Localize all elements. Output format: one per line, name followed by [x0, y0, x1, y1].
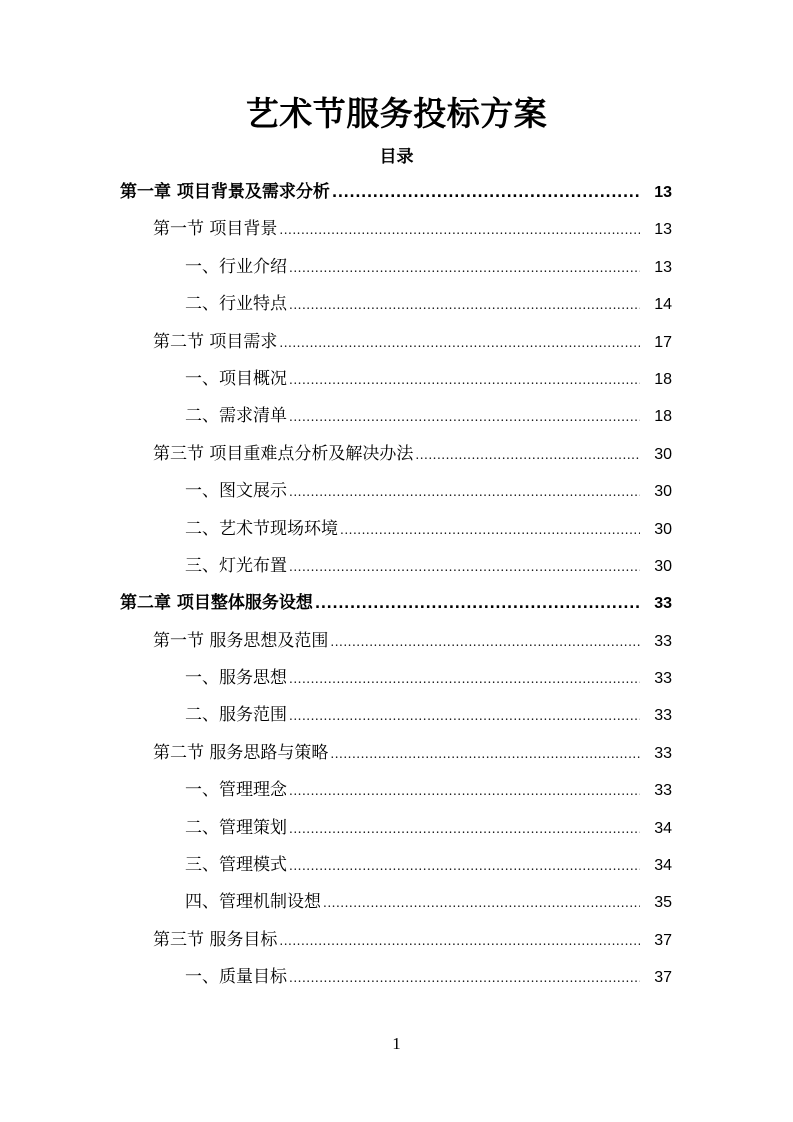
toc-leader-dots	[315, 586, 640, 623]
toc-entry-label: 一、行业介绍	[185, 256, 287, 277]
toc-entry-page: 30	[654, 557, 672, 575]
toc-entry-label: 三、灯光布置	[185, 555, 287, 576]
toc-leader-dots	[289, 287, 640, 324]
toc-entry-section[interactable]	[0, 324, 793, 361]
toc-entry-subsection[interactable]	[0, 286, 793, 323]
toc-leader-dots	[330, 736, 640, 773]
page-number: 1	[392, 1034, 401, 1053]
toc-entry-label: 第三节 服务目标	[153, 929, 278, 950]
toc-leader-dots	[289, 399, 640, 436]
toc-leader-dots	[289, 773, 640, 810]
toc-entry-subsection[interactable]	[0, 772, 793, 809]
table-of-contents	[0, 174, 793, 997]
toc-leader-dots	[289, 698, 640, 735]
toc-leader-dots	[279, 212, 640, 249]
toc-entry-subsection[interactable]	[0, 660, 793, 697]
toc-entry-page: 13	[654, 258, 672, 276]
toc-entry-page: 30	[654, 483, 672, 501]
toc-leader-dots	[323, 885, 640, 922]
toc-leader-dots	[279, 325, 640, 362]
toc-entry-page: 34	[654, 819, 672, 837]
toc-leader-dots	[332, 175, 640, 212]
toc-entry-subsection[interactable]	[0, 249, 793, 286]
toc-entry-label: 一、服务思想	[185, 668, 287, 689]
toc-entry-label: 第一节 项目背景	[153, 219, 278, 240]
toc-entry-page: 18	[654, 370, 672, 388]
toc-entry-page: 33	[654, 632, 672, 650]
toc-leader-dots	[289, 474, 640, 511]
toc-entry-chapter-1[interactable]	[0, 174, 793, 211]
toc-entry-section[interactable]	[0, 623, 793, 660]
document-title: 艺术节服务投标方案	[245, 94, 548, 133]
toc-entry-page: 33	[654, 707, 672, 725]
toc-entry-subsection[interactable]	[0, 884, 793, 921]
toc-entry-label: 一、质量目标	[185, 967, 287, 988]
toc-entry-section[interactable]	[0, 735, 793, 772]
toc-entry-page: 33	[654, 670, 672, 688]
toc-entry-page: 18	[654, 408, 672, 426]
toc-entry-label: 二、需求清单	[185, 406, 287, 427]
toc-entry-label: 二、服务范围	[185, 705, 287, 726]
toc-leader-dots	[289, 250, 640, 287]
toc-entry-label: 一、图文展示	[185, 481, 287, 502]
toc-leader-dots	[289, 848, 640, 885]
toc-entry-subsection[interactable]	[0, 511, 793, 548]
toc-entry-subsection[interactable]	[0, 847, 793, 884]
toc-entry-subsection[interactable]	[0, 398, 793, 435]
toc-entry-label: 二、管理策划	[185, 817, 287, 838]
toc-entry-label: 二、行业特点	[185, 294, 287, 315]
toc-leader-dots	[415, 437, 640, 474]
toc-entry-label: 第二章 项目整体服务设想	[120, 593, 313, 614]
toc-leader-dots	[289, 362, 640, 399]
toc-entry-subsection[interactable]	[0, 548, 793, 585]
toc-entry-subsection[interactable]	[0, 361, 793, 398]
toc-entry-label: 一、管理理念	[185, 780, 287, 801]
toc-entry-page: 35	[654, 894, 672, 912]
toc-leader-dots	[279, 923, 640, 960]
toc-leader-dots	[289, 661, 640, 698]
toc-leader-dots	[289, 960, 640, 997]
toc-entry-subsection[interactable]	[0, 473, 793, 510]
toc-entry-label: 第三节 项目重难点分析及解决办法	[153, 443, 414, 464]
toc-entry-label: 二、艺术节现场环境	[185, 518, 338, 539]
toc-entry-label: 四、管理机制设想	[185, 892, 321, 913]
toc-entry-section[interactable]	[0, 436, 793, 473]
toc-entry-label: 三、管理模式	[185, 855, 287, 876]
toc-entry-label: 第二节 项目需求	[153, 331, 278, 352]
toc-entry-page: 33	[654, 744, 672, 762]
toc-entry-label: 一、项目概况	[185, 368, 287, 389]
toc-entry-label: 第二节 服务思路与策略	[153, 742, 329, 763]
toc-heading: 目录	[379, 147, 414, 167]
toc-entry-section[interactable]	[0, 211, 793, 248]
toc-leader-dots	[330, 624, 640, 661]
toc-entry-page: 30	[654, 520, 672, 538]
toc-entry-page: 34	[654, 857, 672, 875]
toc-leader-dots	[340, 512, 640, 549]
toc-leader-dots	[289, 811, 640, 848]
toc-leader-dots	[289, 549, 640, 586]
toc-entry-label: 第一章 项目背景及需求分析	[120, 182, 330, 202]
toc-entry-page: 13	[654, 184, 672, 201]
toc-entry-page: 14	[654, 296, 672, 314]
toc-entry-subsection[interactable]	[0, 959, 793, 996]
toc-entry-page: 17	[654, 333, 672, 351]
toc-entry-subsection[interactable]	[0, 697, 793, 734]
toc-entry-page: 33	[654, 782, 672, 800]
toc-entry-page: 37	[654, 931, 672, 949]
toc-entry-page: 37	[654, 969, 672, 987]
toc-entry-page: 13	[654, 221, 672, 239]
toc-entry-chapter-2[interactable]	[0, 585, 793, 622]
toc-entry-page: 30	[654, 445, 672, 463]
toc-entry-label: 第一节 服务思想及范围	[153, 630, 329, 651]
toc-entry-subsection[interactable]	[0, 810, 793, 847]
toc-entry-section[interactable]	[0, 922, 793, 959]
toc-entry-page: 33	[654, 595, 672, 613]
